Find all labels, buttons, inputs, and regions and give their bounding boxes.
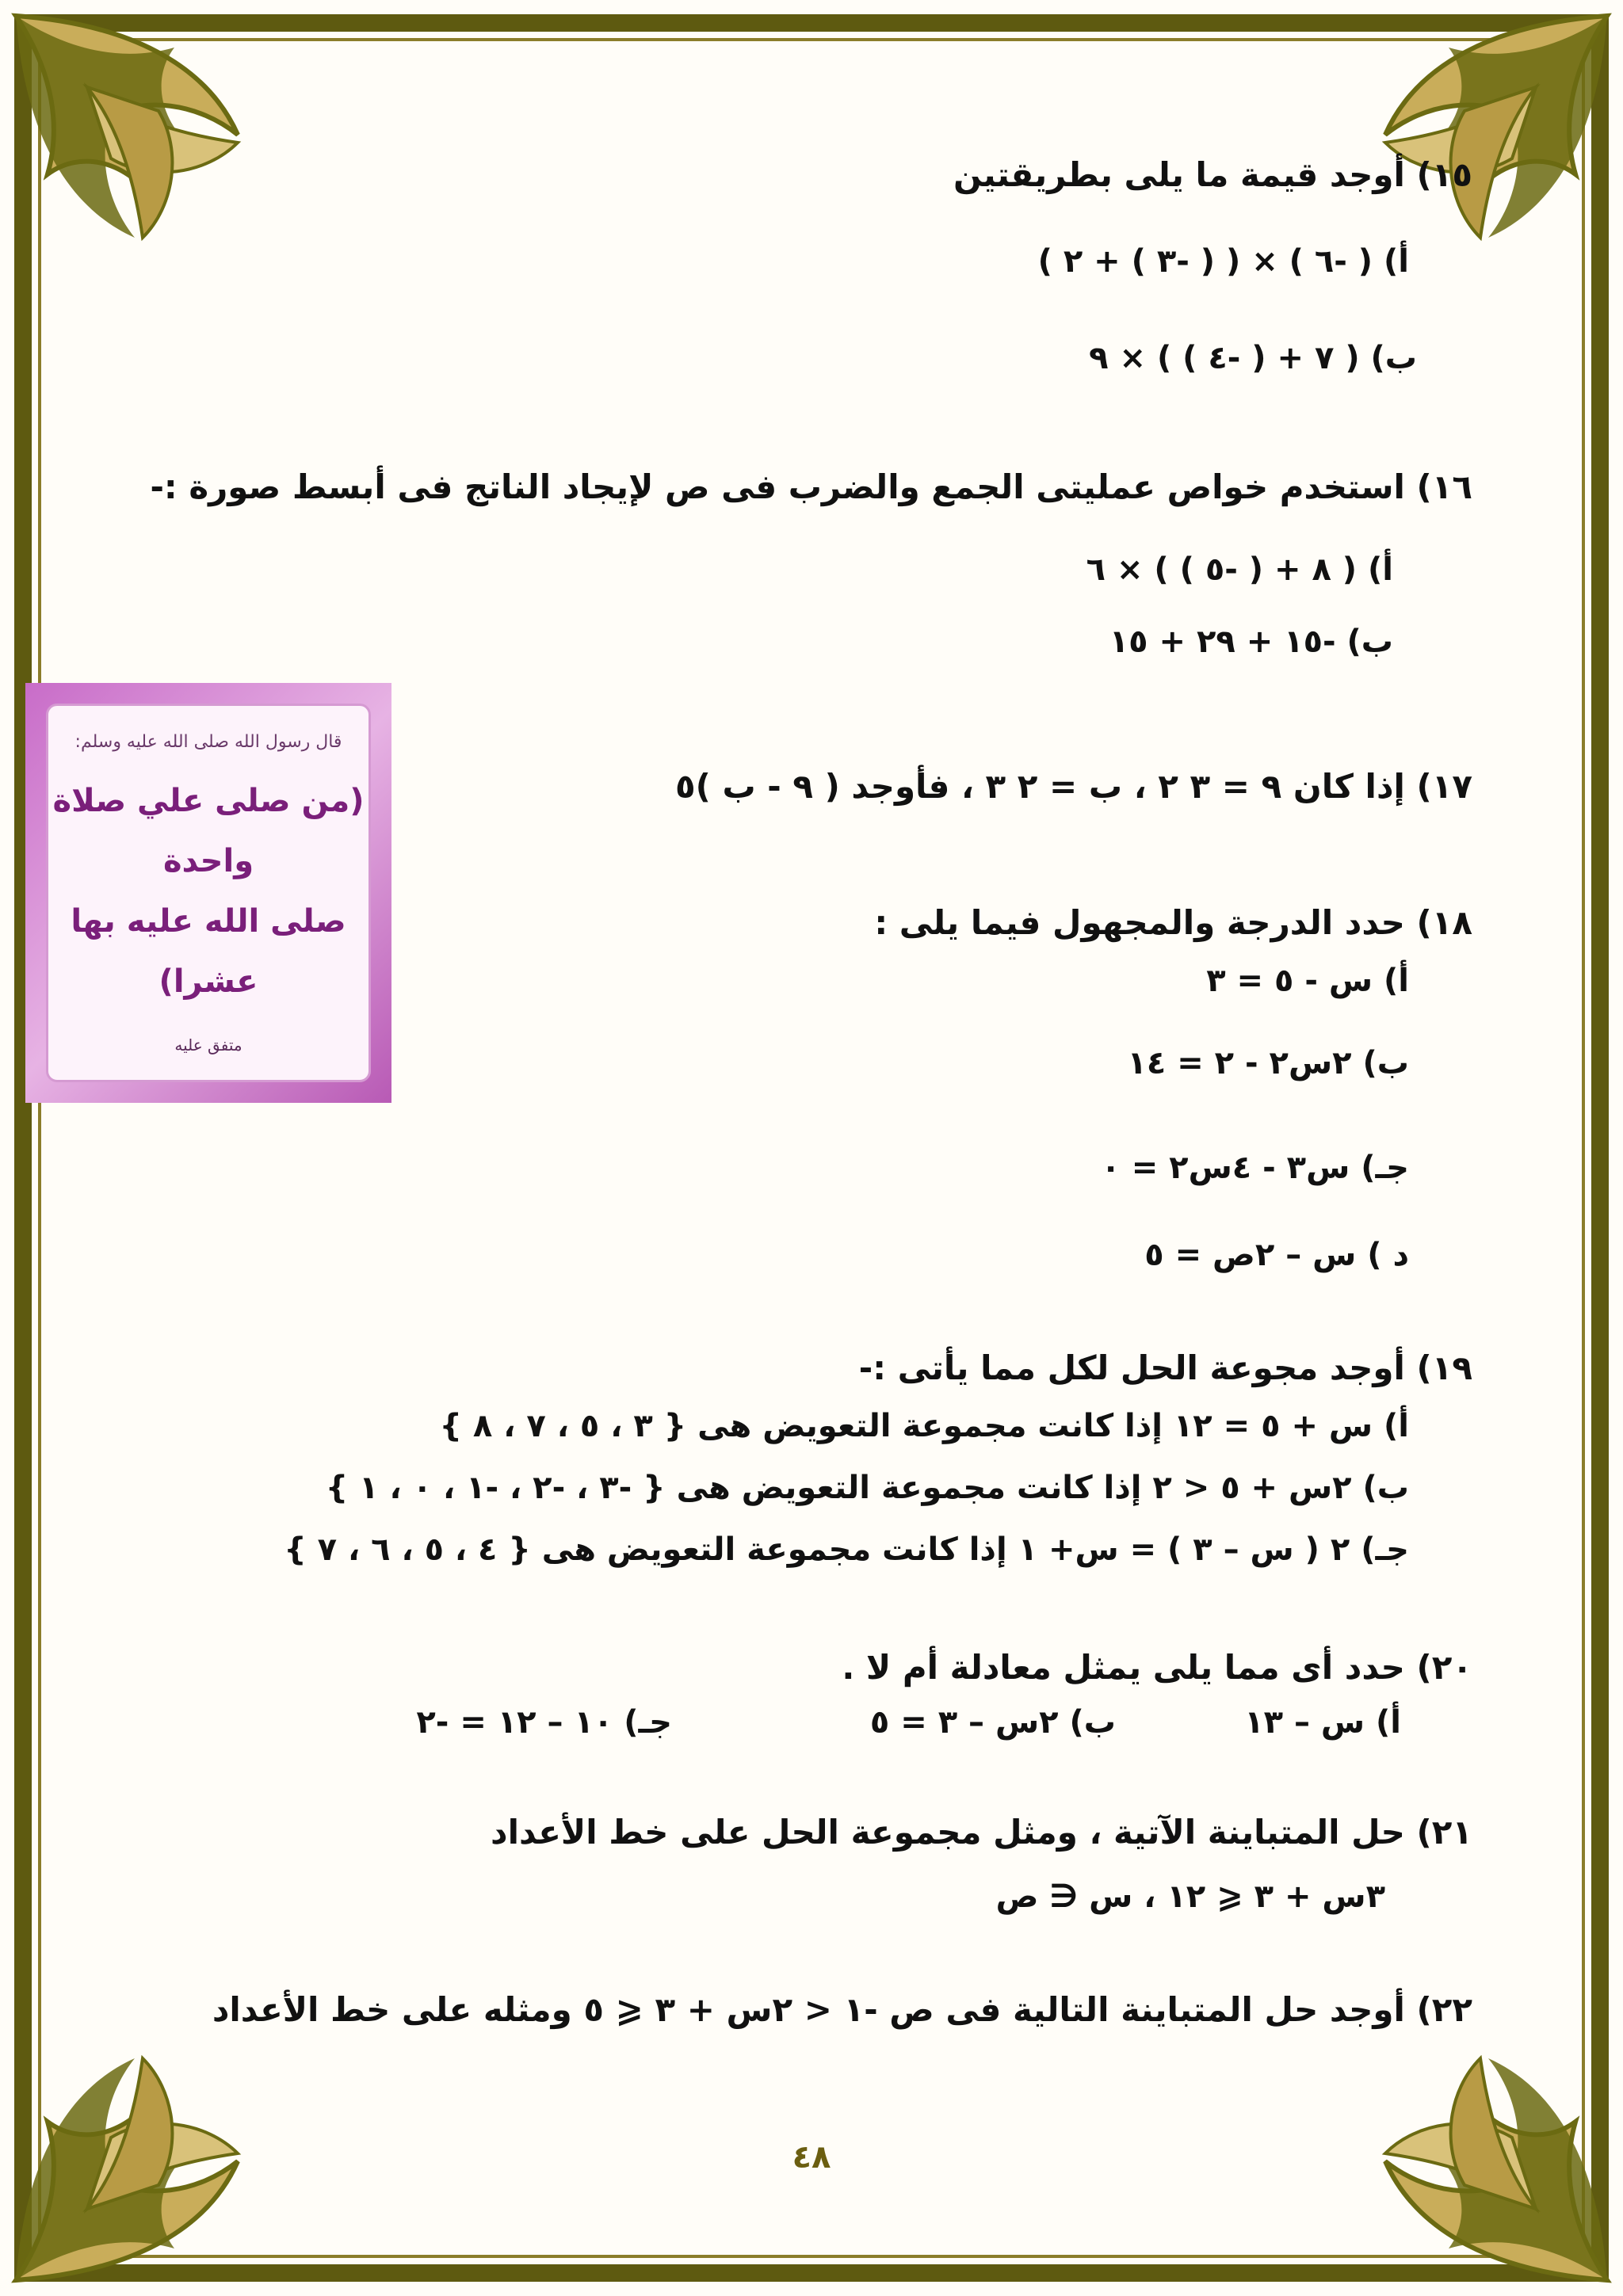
hadith-image [25, 683, 391, 1103]
q19-part-a: أ) س + ٥ = ١٢ إذا كانت مجموعة التعويض هى { ٣ ، ٥ ، ٧ ، ٨ } [439, 1408, 1409, 1444]
q18-part-b: ب) ٢س٢ - ٢ = ١٤ [1127, 1045, 1409, 1081]
q20-title: ٢٠) حدد أى مما يلى يمثل معادلة أم لا . [842, 1648, 1472, 1687]
q19-title: ١٩) أوجد مجوعة الحل لكل مما يأتى :- [858, 1348, 1472, 1387]
q15-part-b: ب) ( ٧ + ( -٤ ) ) × ٩ [1089, 340, 1417, 376]
q19-part-b: ب) ٢س + ٥ < ٢ إذا كانت مجموعة التعويض هى { -٣ ، -٢ ، -١ ، ٠ ، ١ } [325, 1470, 1409, 1506]
q16-part-a: أ) ( ٨ + ( -٥ ) ) × ٦ [1086, 551, 1393, 588]
q18-part-a: أ) س - ٥ = ٣ [1206, 963, 1409, 999]
hadith-line-1: (من صلى علي صلاة واحدة [52, 782, 365, 879]
hadith-card [46, 704, 371, 1082]
hadith-intro: قال رسول الله صلى الله عليه وسلم: [74, 731, 342, 752]
q20-part-c: جـ) ١٠ – ١٢ = -٢ [416, 1704, 672, 1741]
q16-title: ١٦) استخدم خواص عمليتى الجمع والضرب فى ص لإيجاد الناتج فى أبسط صورة :- [150, 467, 1472, 506]
page-number: ٤٨ [792, 2139, 831, 2176]
hadith-source: متفق عليه [174, 1035, 242, 1055]
q22-text: ٢٢) أوجد حل المتباينة التالية فى ص -١ < ٢س + ٣ ⩽ ٥ ومثله على خط الأعداد [212, 1990, 1472, 2029]
q16-part-b: ب) -١٥ + ٢٩ + ١٥ [1109, 624, 1393, 660]
q21-part-a: ٣س + ٣ ⩽ ١٢ ، س ∈ ص [995, 1878, 1385, 1915]
corner-ornament-icon [0, 0, 341, 341]
hadith-line-2: صلى الله عليه بها عشرا) [71, 902, 346, 1000]
q18-title: ١٨) حدد الدرجة والمجهول فيما يلى : [874, 903, 1472, 942]
q18-part-c: جـ) س٣ - ٤س٢ = ٠ [1101, 1150, 1409, 1186]
q17-text: ١٧) إذا كان ٩ = ٣ ٢ ، ب = ٢ ٣ ، فأوجد ( ٩ - ب )٥ [675, 767, 1472, 806]
q19-part-c: جـ) ٢ ( س – ٣ ) = س+ ١ إذا كانت مجموعة التعويض هى { ٤ ، ٥ ، ٦ ، ٧ } [284, 1531, 1409, 1568]
q20-part-b: ب) ٢س – ٣ = ٥ [869, 1704, 1116, 1741]
q15-title: ١٥) أوجد قيمة ما يلى بطريقتين [953, 155, 1472, 194]
q15-part-a: أ) ( -٦ ) × ( ( -٣ ) + ٢ ) [1037, 243, 1409, 280]
q18-part-d: د ) س – ٢ص = ٥ [1144, 1237, 1409, 1273]
q21-title: ٢١) حل المتباينة الآتية ، ومثل مجموعة الحل على خط الأعداد [491, 1813, 1472, 1852]
q20-part-a: أ) س – ١٣ [1244, 1704, 1401, 1741]
